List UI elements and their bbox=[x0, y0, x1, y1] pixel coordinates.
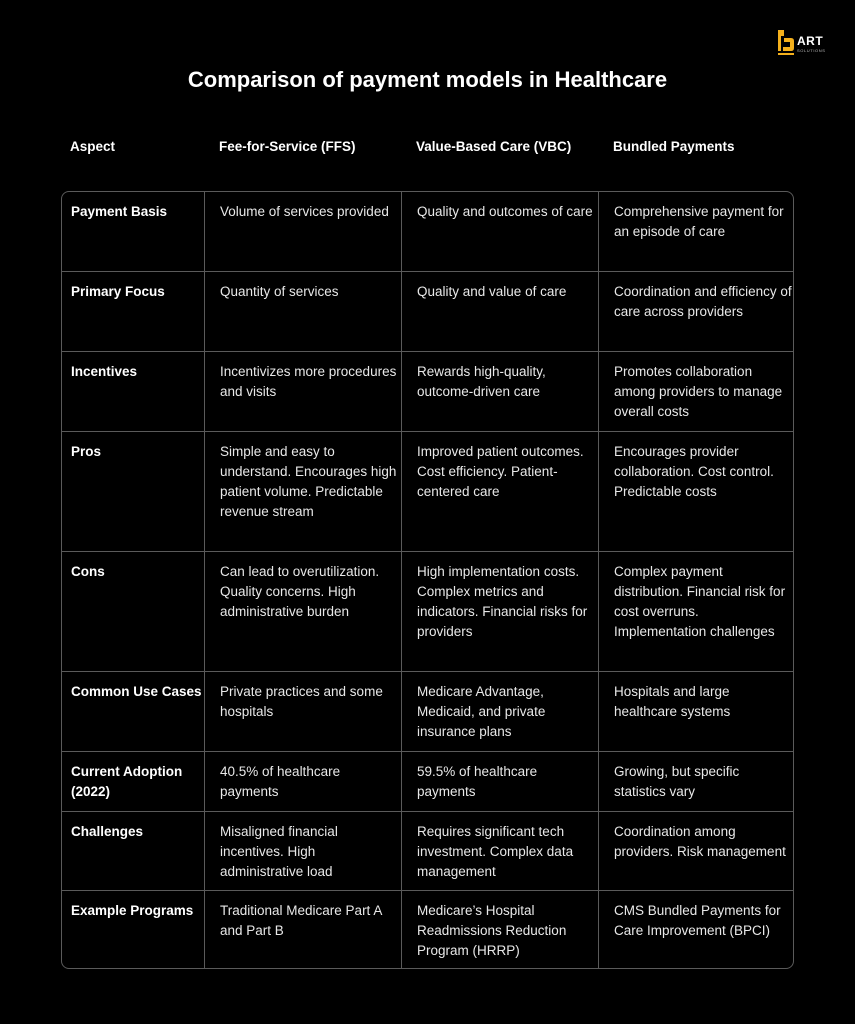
column-divider bbox=[204, 192, 205, 968]
row-aspect: Primary Focus bbox=[71, 284, 165, 299]
brand-logo bbox=[777, 29, 829, 55]
cell-vbc: Improved patient outcomes. Cost efficiency. Patient-centered care bbox=[417, 444, 584, 499]
cell-bundled: Coordination and efficiency of care across providers bbox=[614, 284, 792, 319]
row-aspect: Common Use Cases bbox=[71, 684, 202, 699]
cell-ffs: Can lead to overutilization. Quality concerns. High administrative burden bbox=[220, 564, 380, 619]
cell-bundled: Promotes collaboration among providers to manage overall costs bbox=[614, 364, 783, 419]
cell-ffs: 40.5% of healthcare payments bbox=[220, 764, 341, 799]
row-aspect: Payment Basis bbox=[71, 204, 168, 219]
table-row bbox=[62, 192, 793, 271]
column-divider bbox=[598, 192, 599, 968]
cell-bundled: Complex payment distribution. Financial risk for cost overruns. Implementation challenges bbox=[614, 564, 786, 639]
table-row bbox=[62, 551, 793, 671]
column-header-vbc: Value-Based Care (VBC) bbox=[416, 139, 572, 154]
cell-bundled: Encourages provider collaboration. Cost control. Predictable costs bbox=[614, 444, 774, 499]
column-divider bbox=[401, 192, 402, 968]
cell-vbc: Medicare Advantage, Medicaid, and private insurance plans bbox=[417, 684, 546, 739]
row-aspect: Current Adoption (2022) bbox=[71, 764, 183, 799]
column-header-aspect: Aspect bbox=[70, 139, 116, 154]
table-row bbox=[62, 751, 793, 811]
row-aspect: Incentives bbox=[71, 364, 138, 379]
table-row bbox=[62, 351, 793, 431]
row-aspect: Cons bbox=[71, 564, 105, 579]
column-header-ffs: Fee-for-Service (FFS) bbox=[219, 139, 356, 154]
cell-vbc: Quality and value of care bbox=[417, 284, 567, 299]
cell-bundled: CMS Bundled Payments for Care Improvement (BPCI) bbox=[614, 903, 781, 938]
row-aspect: Challenges bbox=[71, 824, 144, 839]
brand-name: ART bbox=[797, 34, 824, 48]
column-header-bundled: Bundled Payments bbox=[613, 139, 735, 154]
row-aspect: Pros bbox=[71, 444, 102, 459]
cell-vbc: High implementation costs. Complex metrics and indicators. Financial risks for providers bbox=[417, 564, 588, 639]
cell-ffs: Misaligned financial incentives. High administrative load bbox=[220, 824, 338, 879]
cell-vbc: Requires significant tech investment. Complex data management bbox=[417, 824, 574, 879]
cell-ffs: Quantity of services bbox=[220, 284, 339, 299]
table-row bbox=[62, 271, 793, 351]
cell-ffs: Simple and easy to understand. Encourages high patient volume. Predictable revenue stream bbox=[220, 444, 397, 519]
cell-bundled: Hospitals and large healthcare systems bbox=[614, 684, 731, 719]
table-row bbox=[62, 431, 793, 551]
cell-ffs: Private practices and some hospitals bbox=[220, 684, 383, 719]
cell-vbc: 59.5% of healthcare payments bbox=[417, 764, 538, 799]
cell-ffs: Incentivizes more procedures and visits bbox=[220, 364, 397, 399]
table-header bbox=[61, 137, 794, 183]
cell-vbc: Medicare’s Hospital Readmissions Reduction Program (HRRP) bbox=[417, 903, 567, 958]
table-row bbox=[62, 811, 793, 890]
cell-bundled: Comprehensive payment for an episode of care bbox=[614, 204, 784, 239]
row-aspect: Example Programs bbox=[71, 903, 194, 918]
page-title: Comparison of payment models in Healthcare bbox=[187, 67, 668, 92]
comparison-table bbox=[61, 191, 794, 969]
logo-mark-icon bbox=[777, 29, 795, 55]
cell-bundled: Coordination among providers. Risk management bbox=[614, 824, 786, 859]
brand-tagline: SOLUTIONS bbox=[797, 48, 826, 53]
cell-ffs: Traditional Medicare Part A and Part B bbox=[220, 903, 382, 938]
table-row bbox=[62, 890, 793, 969]
cell-ffs: Volume of services provided bbox=[220, 204, 389, 219]
cell-vbc: Quality and outcomes of care bbox=[417, 204, 593, 219]
cell-bundled: Growing, but specific statistics vary bbox=[614, 764, 740, 799]
cell-vbc: Rewards high-quality, outcome-driven care bbox=[417, 364, 546, 399]
table-row bbox=[62, 671, 793, 751]
